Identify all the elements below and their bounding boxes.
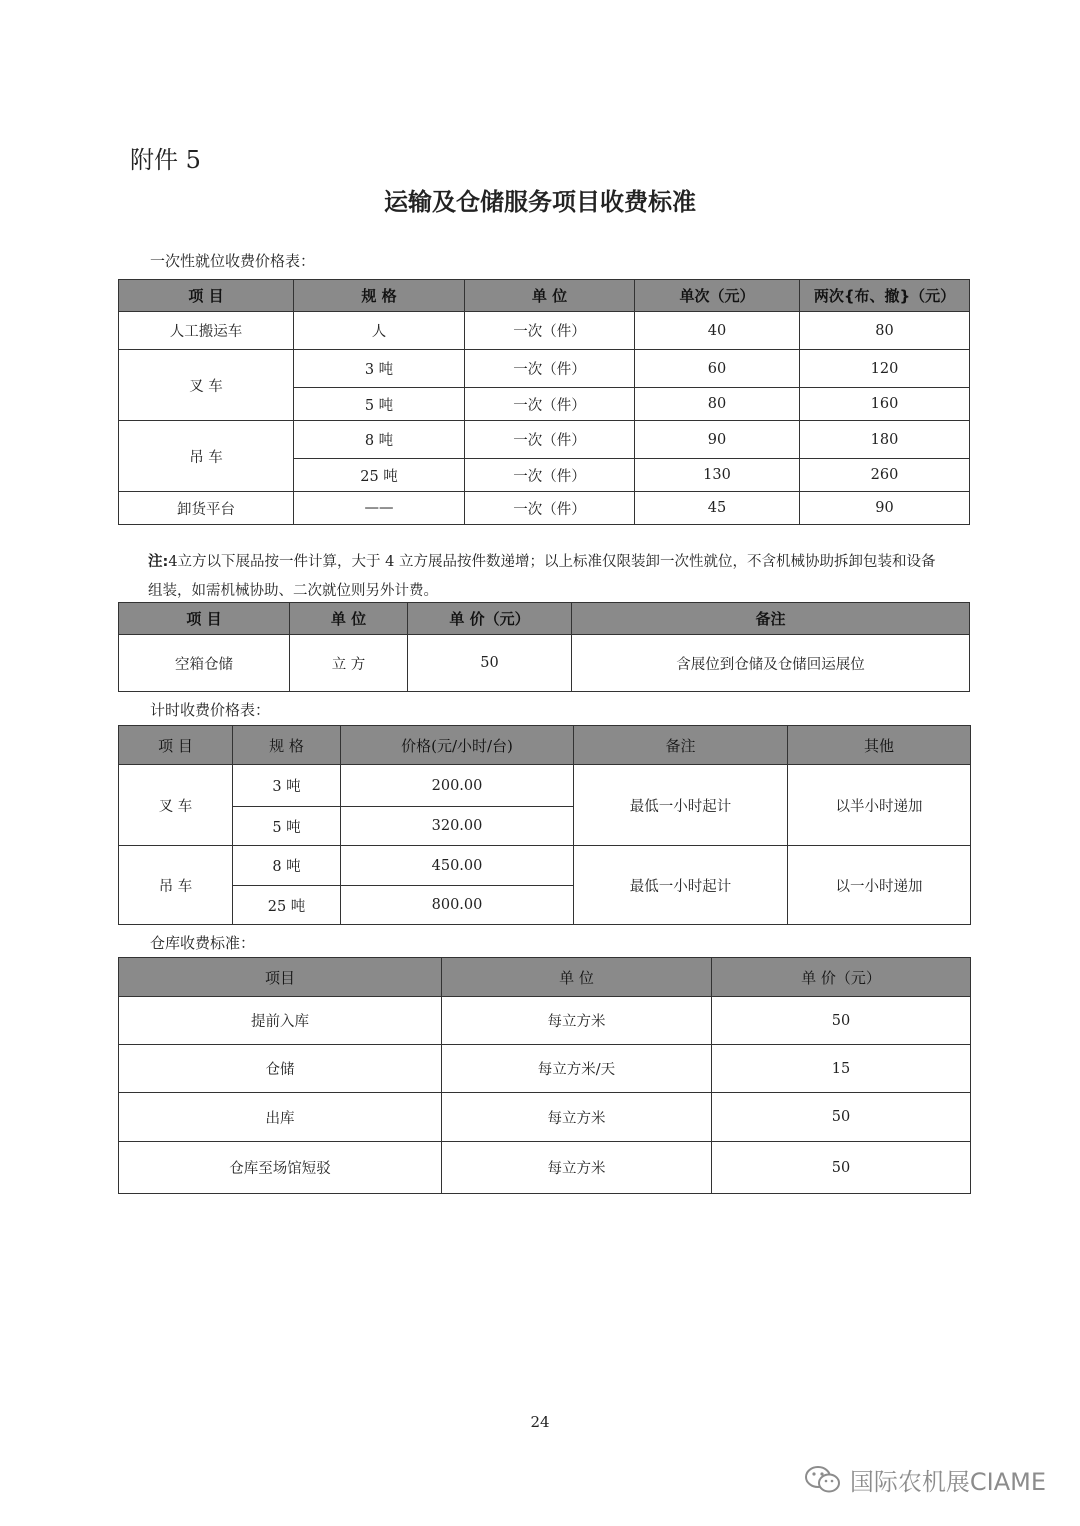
cell-item: 叉 车 bbox=[119, 765, 233, 846]
attachment-label: 附件 5 bbox=[130, 146, 201, 174]
cell-item: 人工搬运车 bbox=[119, 312, 294, 350]
col-header-spec: 规 格 bbox=[294, 280, 465, 312]
cell-price: 50 bbox=[408, 635, 572, 692]
cell-once: 40 bbox=[635, 312, 800, 350]
cell-once: 60 bbox=[635, 350, 800, 388]
cell-price: 320.00 bbox=[341, 807, 574, 846]
cell-once: 80 bbox=[635, 388, 800, 421]
table-row bbox=[119, 350, 970, 388]
col-header-item: 项目 bbox=[119, 958, 442, 997]
cell-twice: 260 bbox=[800, 459, 970, 492]
col-header-twice: 两次{布、撤}（元） bbox=[800, 280, 970, 312]
warehouse-fee-table bbox=[118, 957, 971, 1194]
page-title: 运输及仓储服务项目收费标准 bbox=[384, 188, 696, 216]
cell-price: 50 bbox=[712, 997, 971, 1045]
table1-caption: 一次性就位收费价格表： bbox=[150, 252, 316, 270]
cell-item: 吊 车 bbox=[119, 846, 233, 925]
table-row bbox=[119, 1093, 971, 1142]
table4-caption: 仓库收费标准： bbox=[150, 934, 256, 952]
col-header-once: 单次（元） bbox=[635, 280, 800, 312]
cell-once: 45 bbox=[635, 492, 800, 525]
cell-item: 出库 bbox=[119, 1093, 442, 1142]
cell-unit: 立 方 bbox=[290, 635, 408, 692]
cell-spec: —— bbox=[294, 492, 465, 525]
cell-spec: 3 吨 bbox=[294, 350, 465, 388]
col-header-item: 项 目 bbox=[119, 280, 294, 312]
cell-price: 50 bbox=[712, 1093, 971, 1142]
col-header-price: 单 价（元） bbox=[408, 603, 572, 635]
cell-spec: 5 吨 bbox=[294, 388, 465, 421]
col-header-unit: 单 位 bbox=[465, 280, 635, 312]
cell-twice: 180 bbox=[800, 421, 970, 459]
cell-unit: 每立方米 bbox=[442, 1093, 712, 1142]
table-row bbox=[119, 1142, 971, 1194]
cell-remark: 最低一小时起计 bbox=[574, 765, 788, 846]
cell-other: 以一小时递加 bbox=[788, 846, 971, 925]
cell-price: 15 bbox=[712, 1045, 971, 1093]
cell-price: 450.00 bbox=[341, 846, 574, 886]
cell-item: 空箱仓储 bbox=[119, 635, 290, 692]
cell-item: 吊 车 bbox=[119, 421, 294, 492]
col-header-other: 其他 bbox=[788, 726, 971, 765]
cell-price: 50 bbox=[712, 1142, 971, 1194]
cell-spec: 25 吨 bbox=[233, 886, 341, 925]
cell-spec: 8 吨 bbox=[233, 846, 341, 886]
cell-spec: 人 bbox=[294, 312, 465, 350]
one-time-placement-table bbox=[118, 279, 970, 525]
cell-unit: 一次（件） bbox=[465, 388, 635, 421]
table-row bbox=[119, 635, 970, 692]
col-header-remark: 备注 bbox=[574, 726, 788, 765]
cell-item: 提前入库 bbox=[119, 997, 442, 1045]
cell-once: 130 bbox=[635, 459, 800, 492]
page-number: 24 bbox=[530, 1413, 550, 1431]
col-header-price: 单 价（元） bbox=[712, 958, 971, 997]
table-row bbox=[119, 846, 971, 886]
cell-twice: 120 bbox=[800, 350, 970, 388]
watermark bbox=[804, 1462, 1046, 1497]
cell-unit: 每立方米 bbox=[442, 1142, 712, 1194]
cell-price: 200.00 bbox=[341, 765, 574, 807]
cell-twice: 160 bbox=[800, 388, 970, 421]
table-row bbox=[119, 492, 970, 525]
table-row bbox=[119, 997, 971, 1045]
cell-price: 800.00 bbox=[341, 886, 574, 925]
cell-spec: 25 吨 bbox=[294, 459, 465, 492]
col-header-item: 项 目 bbox=[119, 603, 290, 635]
cell-twice: 90 bbox=[800, 492, 970, 525]
cell-unit: 每立方米/天 bbox=[442, 1045, 712, 1093]
watermark-text: 国际农机展CIAME bbox=[849, 1468, 1046, 1496]
cell-unit: 一次（件） bbox=[465, 421, 635, 459]
table-row bbox=[119, 312, 970, 350]
cell-remark: 最低一小时起计 bbox=[574, 846, 788, 925]
empty-crate-storage-table bbox=[118, 602, 970, 692]
cell-spec: 8 吨 bbox=[294, 421, 465, 459]
wechat-icon bbox=[804, 1464, 842, 1496]
col-header-spec: 规 格 bbox=[233, 726, 341, 765]
note-text: 4立方以下展品按一件计算，大于 4 立方展品按件数递增；以上标准仅限装卸一次性就位，不含机械协助拆卸包装和设备组装，如需机械协助、二次就位则另外计费。 bbox=[148, 554, 936, 599]
note-paragraph bbox=[148, 548, 948, 606]
cell-unit: 一次（件） bbox=[465, 312, 635, 350]
table3-caption: 计时收费价格表： bbox=[150, 701, 271, 719]
col-header-price: 价格(元/小时/台) bbox=[341, 726, 574, 765]
col-header-unit: 单 位 bbox=[442, 958, 712, 997]
cell-unit: 一次（件） bbox=[465, 492, 635, 525]
table-row bbox=[119, 1045, 971, 1093]
cell-unit: 每立方米 bbox=[442, 997, 712, 1045]
cell-remark: 含展位到仓储及仓储回运展位 bbox=[572, 635, 970, 692]
table-row bbox=[119, 421, 970, 459]
cell-once: 90 bbox=[635, 421, 800, 459]
note-label: 注: bbox=[148, 554, 169, 570]
col-header-remark: 备注 bbox=[572, 603, 970, 635]
hourly-rate-table bbox=[118, 725, 971, 925]
cell-spec: 5 吨 bbox=[233, 807, 341, 846]
cell-other: 以半小时递加 bbox=[788, 765, 971, 846]
cell-item: 卸货平台 bbox=[119, 492, 294, 525]
col-header-item: 项 目 bbox=[119, 726, 233, 765]
col-header-unit: 单 位 bbox=[290, 603, 408, 635]
cell-twice: 80 bbox=[800, 312, 970, 350]
cell-unit: 一次（件） bbox=[465, 350, 635, 388]
cell-unit: 一次（件） bbox=[465, 459, 635, 492]
cell-item: 叉 车 bbox=[119, 350, 294, 421]
cell-item: 仓库至场馆短驳 bbox=[119, 1142, 442, 1194]
cell-item: 仓储 bbox=[119, 1045, 442, 1093]
cell-spec: 3 吨 bbox=[233, 765, 341, 807]
table-row bbox=[119, 765, 971, 807]
